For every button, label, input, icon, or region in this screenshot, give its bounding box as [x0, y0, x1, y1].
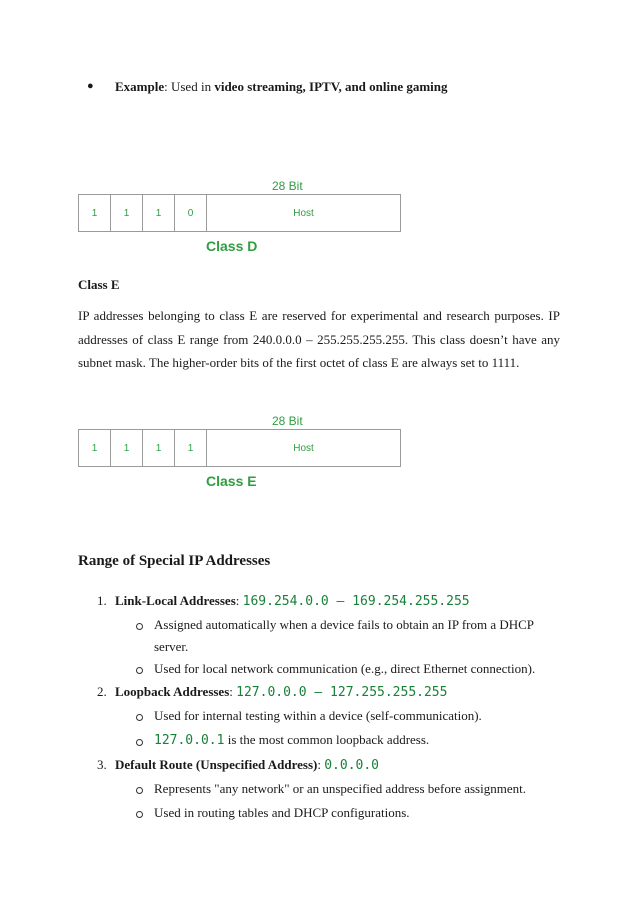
list-item — [115, 755, 565, 776]
bit-cell: 0 — [175, 195, 207, 231]
class-d-label: Class D — [206, 238, 258, 254]
bit-cell: 1 — [175, 430, 207, 466]
bit-cell: 1 — [143, 195, 175, 231]
bit-cell: 1 — [143, 430, 175, 466]
bit-cell: 1 — [111, 430, 143, 466]
item-code: 127.0.0.0 – 127.255.255.255 — [236, 685, 448, 700]
bit-cell: 1 — [111, 195, 143, 231]
example-label: Example — [115, 79, 165, 94]
item-colon: : — [235, 593, 243, 608]
sub-item: Represents "any network" or an unspecified address before assignment. — [154, 781, 526, 796]
bit-cell: 1 — [79, 430, 111, 466]
sub-item-text: is the most common loopback address. — [224, 732, 430, 747]
sub-item: Assigned automatically when a device fails to obtain an IP from a DHCP — [154, 617, 535, 632]
item-colon: : — [229, 684, 237, 699]
circle-bullet-icon — [136, 787, 143, 794]
sub-item: Used for local network communication (e.g., direct Ethernet connection). — [154, 661, 536, 676]
list-item-number: 2. — [97, 684, 107, 699]
host-cell: Host — [293, 207, 314, 219]
circle-bullet-icon — [136, 623, 143, 630]
class-d-bit-diagram — [78, 194, 401, 232]
class-e-heading: Class E — [78, 277, 120, 292]
circle-bullet-icon — [136, 667, 143, 674]
item-code: 0.0.0.0 — [324, 758, 380, 773]
item-title: Link-Local Addresses — [115, 593, 236, 608]
class-e-label: Class E — [206, 473, 257, 489]
sub-item-code: 127.0.0.1 — [154, 733, 225, 748]
list-item-number: 3. — [97, 757, 107, 772]
bullet-dot: ● — [87, 80, 94, 92]
circle-bullet-icon — [136, 811, 143, 818]
sub-item: Used in routing tables and DHCP configurations. — [154, 805, 410, 820]
list-item — [115, 682, 565, 703]
list-item — [115, 591, 565, 612]
example-bold-text: video streaming, IPTV, and online gaming — [214, 79, 448, 94]
item-colon: : — [317, 757, 325, 772]
class-e-paragraph: IP addresses belonging to class E are reserved for experimental and research purposes. IP addresses of class E range from 240.0.0.0 – 255.255.255.255. This class doesn’t have any subnet mask. The higher-order bits of the first octet of class E are always set to 1111. — [78, 308, 560, 370]
item-code: 169.254.0.0 – 169.254.255.255 — [242, 594, 470, 609]
special-heading: Range of Special IP Addresses — [78, 553, 271, 569]
sub-item — [154, 730, 429, 751]
example-line — [115, 77, 535, 97]
class-d-bits-label: 28 Bit — [272, 179, 303, 193]
circle-bullet-icon — [136, 714, 143, 721]
item-title: Default Route (Unspecified Address) — [115, 757, 318, 772]
item-title: Loopback Addresses — [115, 684, 230, 699]
list-item-number: 1. — [97, 593, 107, 608]
bit-cell: 1 — [79, 195, 111, 231]
sub-item: server. — [154, 639, 189, 654]
sub-item: Used for internal testing within a device (self-communication). — [154, 708, 482, 723]
host-cell: Host — [293, 442, 314, 454]
class-e-bit-diagram — [78, 429, 401, 467]
class-e-bits-label: 28 Bit — [272, 414, 303, 428]
example-sep: : Used in — [164, 79, 215, 94]
circle-bullet-icon — [136, 739, 143, 746]
